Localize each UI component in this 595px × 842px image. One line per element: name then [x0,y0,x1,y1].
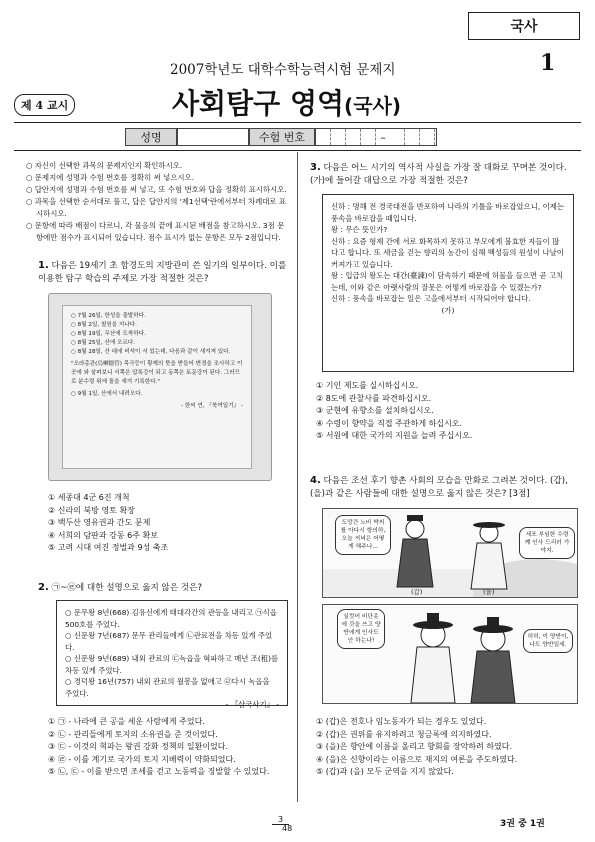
diary-text [62,305,252,469]
speech-bubble: 도망간 노비 박씨를 아다시 항의하, 오늘 저녁은 어떻게 해주나... [335,515,391,555]
diary-line: ○ 9월 1일, 산에서 내려오다. [71,391,143,397]
q2-options [48,716,296,779]
points-label: [3점] [509,488,530,499]
question-stem: 다음은 조선 후기 향촌 사회의 모습을 만화로 그려본 것이다. (갑), (을)과 같은 사람들에 대한 설명으로 옳지 않은 것은? [310,476,568,499]
period-label: 제 4 교시 [14,94,75,116]
candidate-info-bar [125,128,437,146]
dialogue-line: 신하 : 풍속을 바로잡는 일은 고을에서부터 시작되어야 합니다. [331,294,531,303]
option[interactable]: ① ㉠ - 나라에 큰 공을 세운 사람에게 주었다. [48,717,205,726]
question-number: 1. [38,260,49,271]
id-dash: – [380,130,386,144]
column-divider [297,152,298,802]
option[interactable]: ④ 서희의 담판과 강동 6주 확보 [48,530,158,540]
question-stem: ㉠~㉣에 대한 설명으로 옳지 않은 것은? [51,583,203,593]
diary-line: ○ 8월 25일, 산에 오르다. [71,340,136,346]
option[interactable]: ② ㉡ - 관리들에게 토지의 소유권을 준 것이었다. [48,729,218,739]
question-stem: 다음은 19세기 초 함경도의 지방관이 쓴 일기의 일부이다. 이를 이용한 탐구 학습의 주제로 가장 적절한 것은? [38,261,287,284]
question-4 [310,475,582,500]
page-total: 48 [282,824,293,833]
source-line: ○ 문무왕 8년(668) 김유신에게 태대각간의 관등을 내리고 ㉠식읍 500호를 주었다. [65,608,277,629]
id-digit [361,129,376,145]
label-gap: (갑) [411,588,423,596]
answer-blank: (가) [441,305,455,315]
option[interactable]: ③ (을)은 향안에 이름을 올리고 향회를 장악하려 하였다. [316,742,513,752]
source-line: ○ 경덕왕 16년(757) 내외 관료의 월봉을 없애고 ㉣다시 녹읍을 주었다. [65,677,270,698]
page-indicator [272,815,292,833]
cartoon-panel-2 [322,604,578,704]
cartoon-panel-1 [322,508,578,598]
id-field[interactable] [315,128,437,146]
id-label: 수험 번호 [249,128,315,146]
instruction-item: ○ 과목을 선택한 순서대로 풀고, 답은 답안지의 '제1선택'란에서부터 차례대로 표시하시오. [26,197,287,218]
instruction-item: ○ 문제지에 성명과 수험 번호를 정확히 써 넣으시오. [26,173,195,182]
subject-box [468,12,580,40]
name-label: 성명 [125,128,177,146]
id-digit [346,129,361,145]
question-2 [38,582,288,595]
id-digit [420,129,435,145]
diary-image [48,293,272,481]
q1-options [48,492,288,555]
option[interactable]: ① (갑)은 전호나 임노동자가 되는 경우도 있었다. [316,717,487,726]
page-number: 1 [540,50,556,76]
q2-source-box [56,600,288,709]
question-1 [38,260,288,285]
option[interactable]: ⑤ ㉡, ㉢ - 이를 받으면 조세를 걷고 노동력을 징발할 수 있었다. [48,767,270,777]
option[interactable]: ④ (을)은 신향이라는 이름으로 재지의 여론을 주도하였다. [316,754,518,764]
option[interactable]: ① 기인 제도를 실시하십시오. [316,381,419,390]
instructions [26,160,288,244]
exam-title: 2007학년도 대학수학능력시험 문제지 [170,62,396,78]
page-current: 3 [272,815,289,825]
diary-line: ○ 8월 2일, 철원을 지나다. [71,322,137,328]
name-field[interactable] [177,128,249,146]
question-stem: 다음은 어느 시기의 역사적 사실을 가장 잘 대화로 꾸며본 것이다. (가)에 들어갈 대답으로 가장 적절한 것은? [310,163,567,186]
diary-line: ○ 8월 28일, 산 대에 비석이 서 있는데, 다음과 같이 새겨져 있다. [71,349,231,355]
option[interactable]: ② 신라의 북방 영토 확장 [48,505,135,515]
instruction-item: ○ 답안지에 성명과 수험 번호를 써 넣고, 또 수험 번호와 답을 정확히 표시하시오. [26,185,287,194]
diary-quote: "오라총관(烏喇摠管) 목극등이 황제의 뜻을 받들어 변경을 조사하고 이곳에 와 살펴보니 서쪽은 압록강이 되고 동쪽은 토문강이 된다. 그러므로 분수령 위에 돌을 새겨 기록한다." [71,361,243,385]
id-digit [316,129,331,145]
id-digit [390,129,405,145]
source-line: ○ 신문왕 7년(687) 문무 관리들에게 ㉡관료전을 차등 있게 주었다. [65,631,273,652]
option[interactable]: ④ ㉣ - 이를 계기로 국가의 토지 지배력이 약화되었다. [48,754,236,764]
option[interactable]: ④ 수령이 향약을 직접 주관하게 하십시오. [316,418,463,428]
id-digit [331,129,346,145]
label-eul: (을) [483,588,495,596]
option[interactable]: ③ 백두산 영유권과 간도 문제 [48,518,151,528]
subject-label: 국사 [510,19,538,35]
q3-dialogue-box [322,194,574,372]
diary-source: - 한씨 연, 『북여일기』 - [181,403,243,409]
question-number: 3. [310,162,321,173]
dialogue-line: 신하 : 요즘 형제 간에 서로 화목하지 못하고 부모에게 불효한 자들이 많다고 합니다. 또 세금을 걷는 향리의 농간이 심해 백성들의 원성이 나날이 커져가고 있습니다. [331,236,564,269]
section-title-sub: (국사) [344,94,401,118]
header-bottom-rule [14,150,581,151]
q4-options [316,716,580,779]
section-title [172,82,401,122]
question-number: 2. [38,582,49,593]
speech-bubble: 실컷어 비단옷에 갓을 쓰고 양반에게 인사도 안 하는나! [337,609,385,649]
option[interactable]: ① 세종대 4군 6진 개척 [48,493,130,502]
q3-options [316,380,580,443]
option[interactable]: ⑤ 서원에 대한 국가의 지원을 늘려 주십시오. [316,431,473,441]
question-3 [310,162,580,187]
id-digit [405,129,420,145]
header-rule [14,122,581,123]
question-number: 4. [310,475,321,486]
section-title-main: 사회탐구 영역 [172,87,345,120]
dialogue-line: 신하 : 명해 전 경국대전을 반포하여 나라의 기틀을 바로잡았으니, 이제는 풍속을 바로잡을 때입니다. [331,202,565,223]
option[interactable]: ② (갑)은 권위를 유지하려고 청금록에 의지하였다. [316,729,492,739]
option[interactable]: ② 8도에 관찰사를 파견하십시오. [316,393,432,403]
option[interactable]: ③ ㉢ - 이것의 혁파는 왕권 강화 정책의 일환이었다. [48,742,229,752]
source-line: ○ 신문왕 9년(689) 내외 관료의 ㉢녹읍을 혁파하고 매년 조(租)를 차등 있게 주었다. [65,654,279,675]
diary-line: ○ 8월 19일, 무산에 도착하다. [71,331,146,337]
dialogue-line: 왕 : 입급의 왕도는 대간(臺諫)이 담속하기 때문에 허물을 들으면 곧 고치는데, 이와 같은 아랫사람의 잘못은 어떻게 바로잡을 수 있겠는가? [331,271,564,292]
diary-line: ○ 7월 26일, 한성을 출발하다. [71,313,146,319]
speech-bubble: 허허, 이 양반이, 나도 양반일세. [523,629,573,653]
dialogue-line: 왕 : 무슨 뜻인가? [331,225,388,234]
option[interactable]: ③ 군현에 유향소를 설치하십시오. [316,406,434,416]
option[interactable]: ⑤ 고려 시대 여진 정벌과 9성 축조 [48,543,169,553]
speech-bubble: 세포 부임한 수령께 인사 드리러 가야지. [519,527,575,559]
volume-label: 3권 중 1권 [500,819,545,829]
option[interactable]: ⑤ (갑)과 (을) 모두 군역을 지지 않았다. [316,767,454,777]
instruction-item: ○ 문항에 따라 배점이 다르니, 각 물음의 끝에 표시된 배점을 참고하시오. 3점 문항에만 점수가 표시되어 있습니다. 점수 표시가 없는 문항은 모두 2점입니다. [26,221,285,242]
source-citation: - 『삼국사기』 - [225,700,279,709]
instruction-item: ○ 자신이 선택한 과목의 문제지인지 확인하시오. [26,161,183,170]
